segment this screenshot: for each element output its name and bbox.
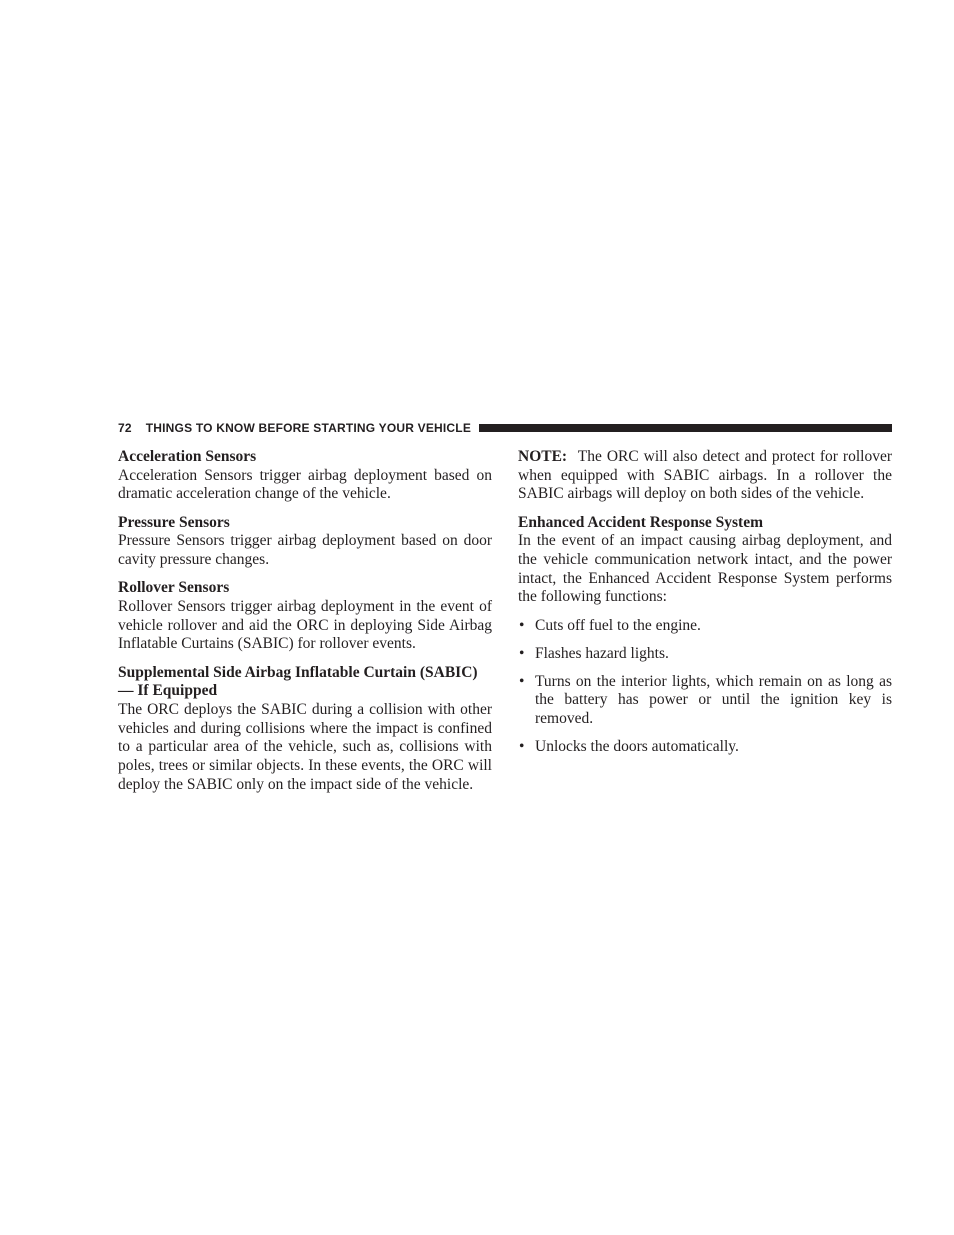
header-rule — [479, 424, 892, 432]
rollover-sensors-section — [118, 579, 492, 654]
note-paragraph — [518, 448, 892, 504]
acceleration-sensors-text: Acceleration Sensors trigger airbag deployment based on dramatic acceleration change of the vehicle. — [118, 466, 492, 503]
note-text: The ORC will also detect and protect for rollover when equipped with SABIC airbags. In a rollover the SABIC airbags will deploy on both sides of the vehicle. — [518, 448, 892, 503]
left-column — [118, 448, 492, 804]
pressure-sensors-heading: Pressure Sensors — [118, 513, 230, 531]
list-item-text: Flashes hazard lights. — [535, 644, 669, 662]
sabic-heading: Supplemental Side Airbag Inflatable Curtain (SABIC) — If Equipped — [118, 663, 478, 700]
functions-list — [518, 617, 892, 757]
list-item — [518, 617, 892, 636]
list-item-text: Turns on the interior lights, which remain on as long as the battery has power or until the ignition key is removed. — [535, 672, 892, 728]
bullet-icon: • — [519, 672, 525, 690]
bullet-icon: • — [519, 616, 525, 634]
bullet-icon: • — [519, 738, 525, 756]
pressure-sensors-section — [118, 514, 492, 570]
chapter-title: THINGS TO KNOW BEFORE STARTING YOUR VEHICLE — [145, 421, 472, 435]
list-item — [518, 645, 892, 664]
page-number: 72 — [118, 421, 132, 435]
note-label: NOTE: — [518, 448, 568, 465]
list-item-text: Unlocks the doors automatically. — [535, 738, 739, 756]
pressure-sensors-text: Pressure Sensors trigger airbag deployment based on door cavity pressure changes. — [118, 532, 492, 569]
acceleration-sensors-heading: Acceleration Sensors — [118, 448, 257, 465]
enhanced-accident-response-text: In the event of an impact causing airbag deployment, and the vehicle communication network intact, and the power intact, the Enhanced Accident Response System performs the following functions: — [518, 532, 892, 606]
rollover-sensors-heading: Rollover Sensors — [118, 579, 230, 597]
sabic-text: The ORC deploys the SABIC during a collision with other vehicles and during collisions where the impact is confined to a particular area of the vehicle, such as, collisions with poles, trees or similar objects. In these events, the ORC will deploy the SABIC only on the impact side of the vehicle. — [118, 700, 492, 793]
list-item-text: Cuts off fuel to the engine. — [535, 616, 701, 634]
sabic-section — [118, 664, 492, 795]
right-column — [518, 448, 892, 766]
bullet-icon: • — [519, 644, 525, 662]
list-item — [518, 738, 892, 757]
enhanced-accident-response-section — [518, 514, 892, 608]
enhanced-accident-response-heading: Enhanced Accident Response System — [518, 513, 764, 531]
rollover-sensors-text: Rollover Sensors trigger airbag deployment in the event of vehicle rollover and aid the ORC in deploying Side Airbag Inflatable Curtains (SABIC) for rollover events. — [118, 597, 492, 653]
acceleration-sensors-section — [118, 448, 492, 504]
page-header — [118, 420, 892, 436]
list-item — [518, 673, 892, 729]
